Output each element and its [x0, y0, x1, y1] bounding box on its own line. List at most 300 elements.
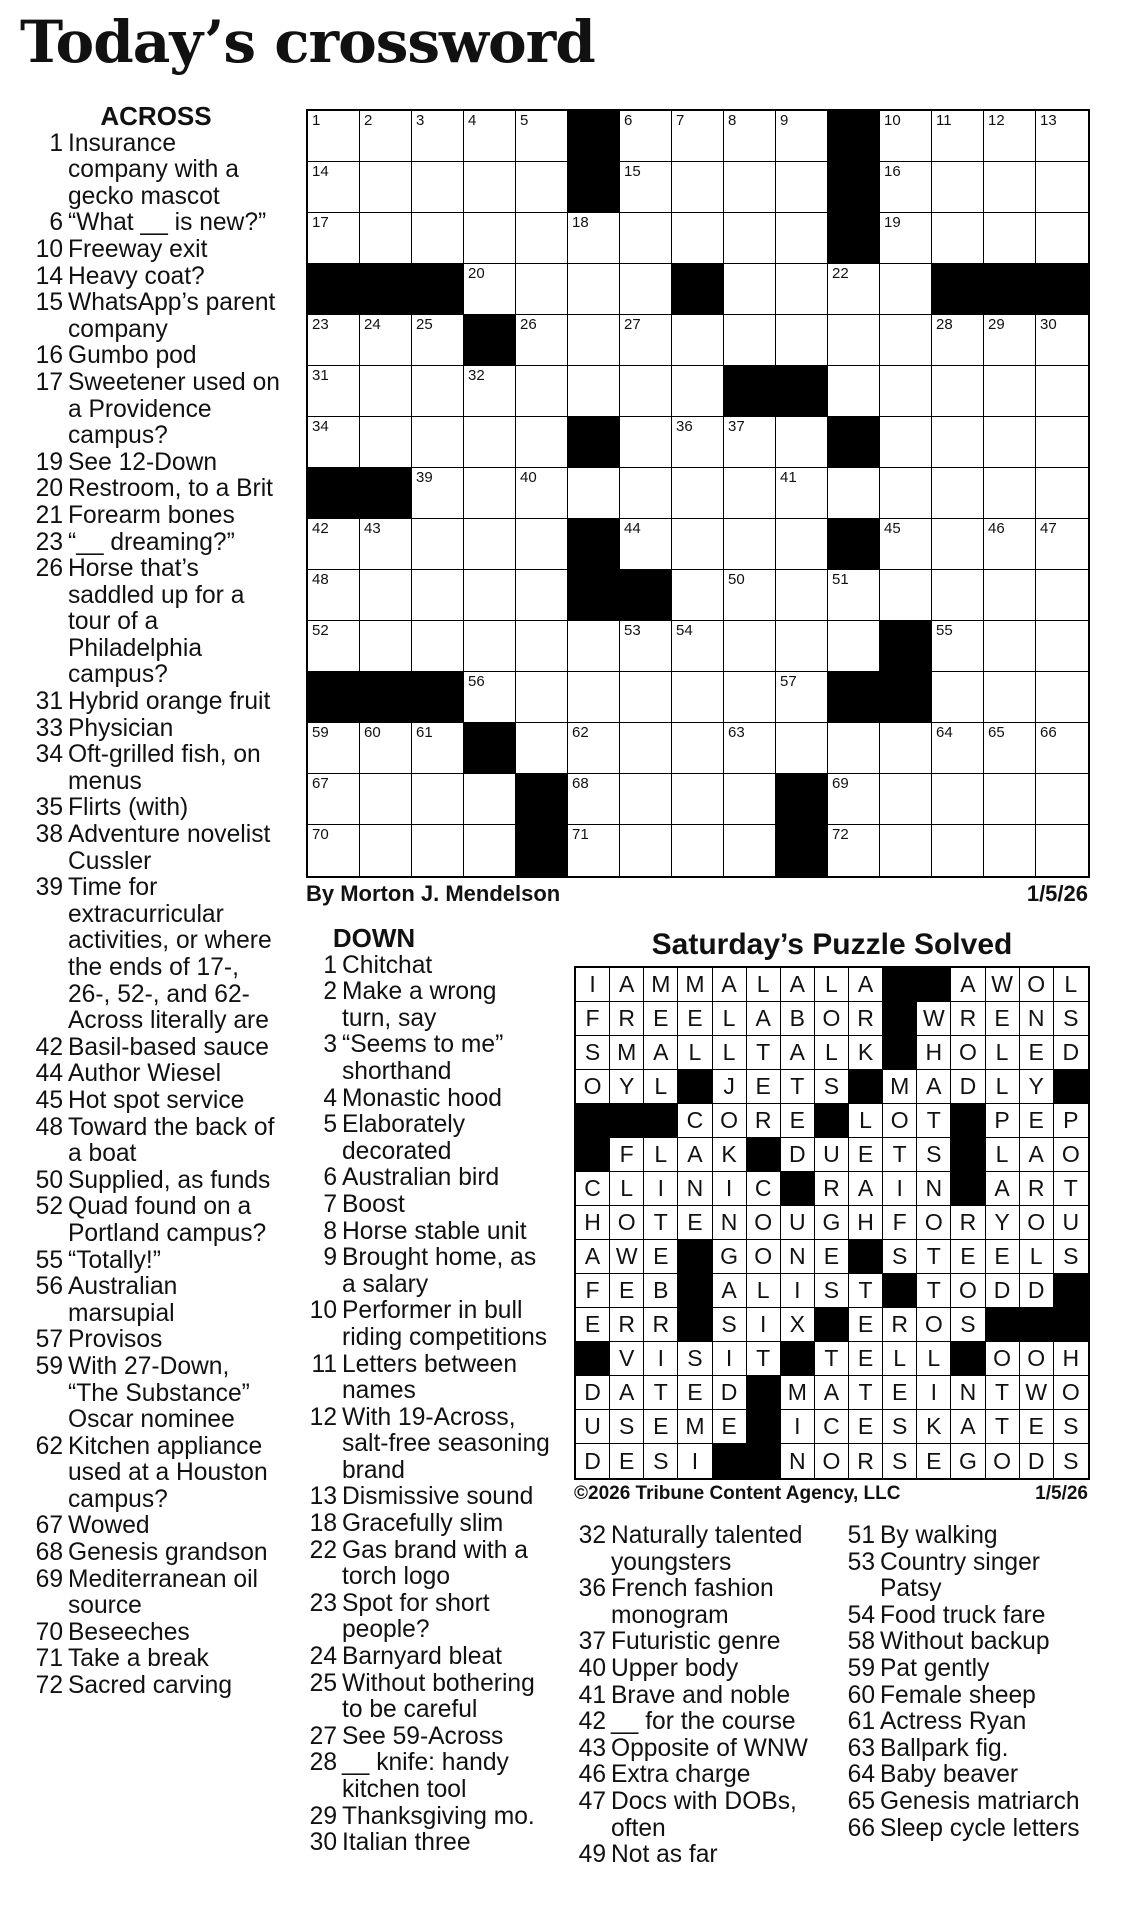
cell-number: 41	[780, 469, 797, 486]
clue-item	[842, 1656, 1102, 1683]
clue-item	[30, 131, 282, 211]
grid-cell[interactable]	[308, 162, 360, 213]
grid-cell[interactable]	[620, 774, 672, 825]
clue-text: Hot spot service	[68, 1086, 245, 1114]
clue-item	[304, 953, 550, 980]
grid-cell[interactable]	[672, 519, 724, 570]
grid-cell[interactable]	[724, 519, 776, 570]
solution-letter: S	[883, 1410, 917, 1444]
grid-cell[interactable]	[672, 213, 724, 264]
clue-number: 10	[309, 1297, 337, 1325]
solution-letter: A	[713, 968, 747, 1002]
grid-cell[interactable]	[620, 723, 672, 774]
grid-cell[interactable]	[568, 621, 620, 672]
grid-cell[interactable]	[360, 774, 412, 825]
cell-number: 11	[936, 112, 952, 129]
solution-letter: O	[1054, 1376, 1088, 1410]
grid-cell[interactable]	[880, 519, 932, 570]
solution-black-square	[1054, 1274, 1088, 1308]
clue-text: Forearm bones	[68, 501, 235, 529]
grid-cell[interactable]	[932, 468, 984, 519]
grid-cell[interactable]	[568, 723, 620, 774]
grid-cell[interactable]	[464, 162, 516, 213]
grid-cell[interactable]	[672, 723, 724, 774]
grid-cell[interactable]	[672, 468, 724, 519]
grid-cell[interactable]	[828, 264, 880, 315]
grid-cell[interactable]	[412, 570, 464, 621]
grid-cell[interactable]	[932, 621, 984, 672]
grid-cell[interactable]	[516, 315, 568, 366]
grid-cell[interactable]	[776, 519, 828, 570]
solution-letter: B	[644, 1274, 678, 1308]
solution-letter: O	[1054, 1138, 1088, 1172]
clue-item	[30, 1088, 282, 1115]
grid-cell[interactable]	[724, 162, 776, 213]
grid-cell[interactable]	[516, 570, 568, 621]
grid-cell[interactable]	[360, 162, 412, 213]
cell-number: 40	[520, 469, 537, 486]
grid-cell[interactable]	[932, 672, 984, 723]
grid-cell[interactable]	[672, 672, 724, 723]
grid-cell[interactable]	[1036, 468, 1088, 519]
clue-text: Thanksgiving mo.	[342, 1802, 535, 1830]
clue-item	[30, 1248, 282, 1275]
solution-black-square	[883, 1036, 917, 1070]
grid-cell[interactable]	[880, 111, 932, 162]
grid-cell[interactable]	[828, 366, 880, 417]
solution-letter: V	[610, 1342, 644, 1376]
grid-cell[interactable]	[724, 825, 776, 876]
solution-letter: M	[678, 1410, 712, 1444]
grid-cell[interactable]	[620, 519, 672, 570]
grid-cell[interactable]	[516, 723, 568, 774]
grid-cell[interactable]	[464, 774, 516, 825]
grid-cell[interactable]	[1036, 111, 1088, 162]
grid-cell[interactable]	[360, 315, 412, 366]
grid-cell[interactable]	[412, 774, 464, 825]
solution-letter: A	[781, 968, 815, 1002]
solution-letter: L	[849, 1104, 883, 1138]
grid-cell[interactable]	[412, 417, 464, 468]
grid-cell[interactable]	[308, 213, 360, 264]
solution-letter: A	[644, 1036, 678, 1070]
grid-cell[interactable]	[828, 570, 880, 621]
grid-cell[interactable]	[776, 672, 828, 723]
clue-number: 14	[35, 262, 63, 290]
solution-black-square	[951, 1138, 985, 1172]
clue-item	[304, 1032, 550, 1085]
grid-cell[interactable]	[1036, 621, 1088, 672]
grid-cell[interactable]	[984, 213, 1036, 264]
clue-item	[30, 503, 282, 530]
grid-cell[interactable]	[412, 519, 464, 570]
grid-cell[interactable]	[932, 825, 984, 876]
grid-cell[interactable]	[984, 366, 1036, 417]
clue-item	[30, 1540, 282, 1567]
clue-text: Beseeches	[68, 1618, 190, 1646]
grid-cell[interactable]	[828, 315, 880, 366]
grid-cell[interactable]	[776, 468, 828, 519]
solution-letter: G	[815, 1206, 849, 1240]
grid-cell[interactable]	[412, 468, 464, 519]
clue-number: 9	[323, 1244, 337, 1272]
grid-cell[interactable]	[1036, 723, 1088, 774]
solution-letter: P	[986, 1104, 1020, 1138]
grid-cell[interactable]	[724, 672, 776, 723]
grid-cell[interactable]	[1036, 774, 1088, 825]
grid-cell[interactable]	[932, 417, 984, 468]
grid-cell[interactable]	[1036, 366, 1088, 417]
grid-cell[interactable]	[724, 315, 776, 366]
grid-cell[interactable]	[516, 213, 568, 264]
grid-cell[interactable]	[412, 315, 464, 366]
grid-cell[interactable]	[1036, 672, 1088, 723]
grid-cell[interactable]	[672, 315, 724, 366]
solution-letter: A	[1020, 1138, 1054, 1172]
grid-cell[interactable]	[672, 825, 724, 876]
clue-number: 65	[847, 1787, 875, 1815]
grid-cell[interactable]	[568, 213, 620, 264]
clue-text: Futuristic genre	[611, 1628, 781, 1656]
grid-cell[interactable]	[984, 672, 1036, 723]
grid-cell[interactable]	[412, 621, 464, 672]
clue-text: Letters between names	[342, 1350, 518, 1405]
solution-letter: F	[610, 1138, 644, 1172]
grid-cell[interactable]	[776, 264, 828, 315]
grid-cell[interactable]	[412, 111, 464, 162]
clue-text: Kitchen appliance used at a Houston campus?	[68, 1432, 268, 1513]
black-square	[1036, 264, 1088, 315]
grid-cell[interactable]	[828, 621, 880, 672]
black-square	[776, 825, 828, 876]
solution-letter: U	[781, 1206, 815, 1240]
grid-cell[interactable]	[724, 774, 776, 825]
cell-number: 63	[728, 724, 745, 741]
solution-black-square	[747, 1138, 781, 1172]
grid-cell[interactable]	[360, 213, 412, 264]
solution-letter: O	[1020, 968, 1054, 1002]
grid-cell[interactable]	[724, 468, 776, 519]
grid-cell[interactable]	[360, 621, 412, 672]
grid-cell[interactable]	[516, 672, 568, 723]
grid-cell[interactable]	[724, 621, 776, 672]
solution-letter: O	[917, 1308, 951, 1342]
clue-text: Wowed	[68, 1512, 150, 1540]
grid-cell[interactable]	[568, 672, 620, 723]
grid-cell[interactable]	[880, 162, 932, 213]
grid-cell[interactable]	[516, 111, 568, 162]
solution-black-square	[576, 1138, 610, 1172]
grid-cell[interactable]	[1036, 570, 1088, 621]
grid-cell[interactable]	[516, 468, 568, 519]
grid-cell[interactable]	[1036, 417, 1088, 468]
grid-cell[interactable]	[412, 213, 464, 264]
grid-cell[interactable]	[724, 264, 776, 315]
grid-cell[interactable]	[620, 315, 672, 366]
solution-black-square	[644, 1104, 678, 1138]
grid-cell[interactable]	[932, 570, 984, 621]
grid-cell[interactable]	[776, 417, 828, 468]
clue-item	[304, 1671, 550, 1724]
grid-cell[interactable]	[464, 366, 516, 417]
grid-cell[interactable]	[620, 366, 672, 417]
grid-cell[interactable]	[464, 111, 516, 162]
clue-text: With 19-Across, salt-free seasoning brand	[342, 1403, 550, 1484]
grid-cell[interactable]	[776, 723, 828, 774]
clue-text: Gumbo pod	[68, 342, 197, 370]
grid-cell[interactable]	[308, 570, 360, 621]
grid-cell[interactable]	[620, 621, 672, 672]
grid-cell[interactable]	[1036, 825, 1088, 876]
grid-cell[interactable]	[880, 825, 932, 876]
solution-letter: M	[883, 1070, 917, 1104]
grid-cell[interactable]	[360, 417, 412, 468]
grid-cell[interactable]	[516, 162, 568, 213]
clue-number: 54	[847, 1601, 875, 1629]
grid-cell[interactable]	[724, 111, 776, 162]
cell-number: 7	[676, 112, 685, 129]
grid-cell[interactable]	[672, 162, 724, 213]
grid-cell[interactable]	[620, 672, 672, 723]
grid-cell[interactable]	[464, 417, 516, 468]
grid-cell[interactable]	[412, 825, 464, 876]
grid-cell[interactable]	[984, 825, 1036, 876]
grid-cell[interactable]	[776, 315, 828, 366]
solution-date: 1/5/26	[1035, 1483, 1088, 1504]
grid-cell[interactable]	[880, 366, 932, 417]
grid-cell[interactable]	[984, 519, 1036, 570]
grid-cell[interactable]	[672, 111, 724, 162]
grid-cell[interactable]	[464, 825, 516, 876]
solution-letter: A	[781, 1036, 815, 1070]
grid-cell[interactable]	[724, 723, 776, 774]
grid-cell[interactable]	[360, 111, 412, 162]
clue-item	[30, 875, 282, 1035]
grid-cell[interactable]	[568, 366, 620, 417]
solution-letter: R	[883, 1308, 917, 1342]
grid-cell[interactable]	[464, 213, 516, 264]
cell-number: 27	[624, 316, 641, 333]
grid-cell[interactable]	[984, 621, 1036, 672]
clue-number: 1	[49, 129, 63, 157]
grid-cell[interactable]	[724, 213, 776, 264]
grid-cell[interactable]	[880, 417, 932, 468]
cell-number: 64	[936, 724, 953, 741]
grid-cell[interactable]	[984, 468, 1036, 519]
grid-cell[interactable]	[620, 825, 672, 876]
solution-letter: L	[917, 1342, 951, 1376]
grid-cell[interactable]	[620, 111, 672, 162]
grid-cell[interactable]	[776, 162, 828, 213]
grid-cell[interactable]	[932, 519, 984, 570]
cell-number: 6	[624, 112, 633, 129]
solution-letter: I	[917, 1376, 951, 1410]
grid-cell[interactable]	[828, 723, 880, 774]
grid-cell[interactable]	[568, 774, 620, 825]
solution-letter: S	[1054, 1410, 1088, 1444]
grid-cell[interactable]	[932, 774, 984, 825]
grid-cell[interactable]	[516, 519, 568, 570]
grid-cell[interactable]	[568, 468, 620, 519]
grid-cell[interactable]	[932, 723, 984, 774]
grid-cell[interactable]	[464, 672, 516, 723]
clue-item	[30, 1327, 282, 1354]
grid-cell[interactable]	[672, 366, 724, 417]
grid-cell[interactable]	[828, 468, 880, 519]
grid-cell[interactable]	[620, 417, 672, 468]
clue-number: 2	[323, 978, 337, 1006]
grid-cell[interactable]	[464, 570, 516, 621]
clue-number: 43	[578, 1734, 606, 1762]
clue-number: 19	[35, 448, 63, 476]
grid-cell[interactable]	[984, 111, 1036, 162]
grid-cell[interactable]	[568, 825, 620, 876]
grid-cell[interactable]	[724, 570, 776, 621]
clue-item	[304, 1644, 550, 1671]
grid-cell[interactable]	[932, 162, 984, 213]
clue-number: 12	[309, 1403, 337, 1431]
cell-number: 48	[312, 571, 329, 588]
grid-cell[interactable]	[1036, 162, 1088, 213]
grid-cell[interactable]	[776, 111, 828, 162]
grid-cell[interactable]	[984, 723, 1036, 774]
grid-cell[interactable]	[620, 162, 672, 213]
byline: By Morton J. Mendelson	[306, 881, 561, 906]
grid-cell[interactable]	[516, 366, 568, 417]
grid-cell[interactable]	[828, 825, 880, 876]
grid-cell[interactable]	[880, 774, 932, 825]
grid-cell[interactable]	[932, 111, 984, 162]
grid-cell[interactable]	[984, 774, 1036, 825]
grid-cell[interactable]	[308, 366, 360, 417]
clue-text: By walking	[880, 1522, 998, 1549]
clue-item	[30, 1274, 282, 1327]
grid-cell[interactable]	[672, 570, 724, 621]
grid-cell[interactable]	[620, 468, 672, 519]
grid-cell[interactable]	[308, 519, 360, 570]
grid-cell[interactable]	[568, 264, 620, 315]
grid-cell[interactable]	[516, 264, 568, 315]
grid-cell[interactable]	[984, 417, 1036, 468]
solution-letter: I	[678, 1444, 712, 1478]
clue-text: Extra charge	[611, 1761, 751, 1789]
solution-letter: N	[781, 1240, 815, 1274]
grid-cell[interactable]	[880, 723, 932, 774]
grid-cell[interactable]	[828, 774, 880, 825]
cell-number: 65	[988, 724, 1005, 741]
grid-cell[interactable]	[308, 417, 360, 468]
grid-cell[interactable]	[464, 468, 516, 519]
grid-cell[interactable]	[984, 162, 1036, 213]
grid-cell[interactable]	[464, 519, 516, 570]
clue-item	[842, 1523, 1102, 1550]
solution-letter: E	[644, 1410, 678, 1444]
grid-cell[interactable]	[308, 621, 360, 672]
clue-item	[304, 1591, 550, 1644]
clue-item	[30, 822, 282, 875]
grid-cell[interactable]	[360, 570, 412, 621]
solution-letter: T	[986, 1376, 1020, 1410]
clue-item	[842, 1789, 1102, 1816]
clue-number: 46	[578, 1761, 606, 1789]
grid-cell[interactable]	[880, 468, 932, 519]
grid-cell[interactable]	[932, 366, 984, 417]
grid-cell[interactable]	[880, 315, 932, 366]
grid-cell[interactable]	[464, 264, 516, 315]
solution-black-square	[678, 1240, 712, 1274]
solution-black-square	[883, 1274, 917, 1308]
solution-letter: W	[917, 1002, 951, 1036]
grid-cell[interactable]	[1036, 315, 1088, 366]
clue-item	[304, 1086, 550, 1113]
grid-cell[interactable]	[308, 825, 360, 876]
grid-cell[interactable]	[984, 570, 1036, 621]
grid-cell[interactable]	[308, 111, 360, 162]
cell-number: 69	[832, 775, 849, 792]
grid-cell[interactable]	[776, 570, 828, 621]
grid-cell[interactable]	[308, 774, 360, 825]
grid-cell[interactable]	[360, 723, 412, 774]
grid-cell[interactable]	[776, 213, 828, 264]
solution-letter: A	[951, 1410, 985, 1444]
solution-letter: E	[610, 1274, 644, 1308]
grid-cell[interactable]	[620, 213, 672, 264]
grid-cell[interactable]	[360, 366, 412, 417]
solution-letter: W	[986, 968, 1020, 1002]
solution-letter: L	[986, 1036, 1020, 1070]
clue-text: Toward the back of a boat	[68, 1113, 275, 1168]
grid-cell[interactable]	[308, 315, 360, 366]
grid-cell[interactable]	[308, 723, 360, 774]
clue-text: Country singer Patsy	[880, 1548, 1040, 1603]
solution-black-square	[610, 1104, 644, 1138]
solution-letter: E	[849, 1138, 883, 1172]
grid-cell[interactable]	[880, 264, 932, 315]
grid-cell[interactable]	[412, 366, 464, 417]
grid-cell[interactable]	[880, 570, 932, 621]
solution-letter: E	[986, 1002, 1020, 1036]
clue-number: 51	[847, 1522, 875, 1549]
grid-cell[interactable]	[984, 315, 1036, 366]
grid-cell[interactable]	[516, 621, 568, 672]
grid-cell[interactable]	[932, 213, 984, 264]
grid-cell[interactable]	[880, 213, 932, 264]
grid-cell[interactable]	[776, 621, 828, 672]
grid-cell[interactable]	[672, 774, 724, 825]
grid-cell[interactable]	[932, 315, 984, 366]
grid-cell[interactable]	[464, 621, 516, 672]
grid-cell[interactable]	[1036, 213, 1088, 264]
grid-cell[interactable]	[516, 417, 568, 468]
grid-cell[interactable]	[620, 264, 672, 315]
clue-number: 57	[35, 1326, 63, 1354]
clue-number: 38	[35, 821, 63, 849]
clue-text: Quad found on a Portland campus?	[68, 1193, 267, 1247]
grid-cell[interactable]	[360, 825, 412, 876]
cell-number: 1	[312, 112, 321, 129]
grid-cell[interactable]	[360, 519, 412, 570]
cell-number: 72	[832, 826, 849, 843]
grid-cell[interactable]	[568, 315, 620, 366]
grid-cell[interactable]	[1036, 519, 1088, 570]
grid-cell[interactable]	[412, 723, 464, 774]
grid-cell[interactable]	[724, 417, 776, 468]
grid-cell[interactable]	[412, 162, 464, 213]
grid-cell[interactable]	[672, 417, 724, 468]
clue-item	[30, 1194, 282, 1247]
grid-cell[interactable]	[672, 621, 724, 672]
solution-letter: O	[815, 1444, 849, 1478]
